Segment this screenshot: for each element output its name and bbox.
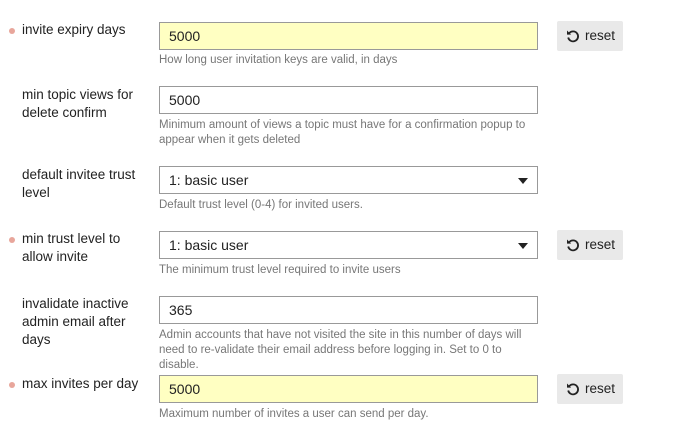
select-value: 1: basic user: [169, 237, 249, 253]
undo-arrow-icon: [566, 29, 580, 43]
changed-indicator-dot: [9, 28, 15, 34]
min-topic-views-input[interactable]: 5000: [159, 86, 538, 114]
reset-button-label: reset: [585, 28, 616, 43]
select-value: 1: basic user: [169, 172, 249, 188]
max-invites-per-day-input[interactable]: 5000: [159, 375, 538, 403]
setting-label: min topic views for delete confirm: [22, 87, 134, 120]
reset-button[interactable]: [557, 374, 623, 404]
setting-description: Maximum number of invites a user can send per day.: [159, 408, 429, 420]
caret-down-icon: [518, 178, 528, 184]
changed-indicator-dot: [9, 382, 15, 388]
setting-label: invite expiry days: [22, 22, 126, 37]
invalidate-admin-email-days-input[interactable]: 365: [159, 296, 538, 324]
undo-arrow-icon: [566, 382, 580, 396]
setting-description: Minimum amount of views a topic must have for a confirmation popup to appear when it gets deleted: [159, 119, 526, 146]
changed-indicator-dot: [9, 237, 15, 243]
setting-label: invalidate inactive admin email after days: [22, 296, 129, 347]
reset-button[interactable]: [557, 21, 623, 51]
default-invitee-trust-level-select[interactable]: [159, 166, 538, 194]
setting-description: Admin accounts that have not visited the site in this number of days will need to re-validate their email address before logging in. Set to 0 to disable.: [159, 329, 522, 371]
caret-down-icon: [518, 243, 528, 249]
min-trust-level-invite-select[interactable]: [159, 231, 538, 259]
setting-label: default invitee trust level: [22, 167, 136, 200]
setting-label: min trust level to allow invite: [22, 231, 121, 264]
reset-button[interactable]: [557, 230, 623, 260]
reset-button-label: reset: [585, 381, 616, 396]
reset-button-label: reset: [585, 237, 616, 252]
undo-arrow-icon: [566, 238, 580, 252]
setting-description: The minimum trust level required to invite users: [159, 264, 401, 276]
setting-description: Default trust level (0-4) for invited users.: [159, 199, 363, 211]
setting-description: How long user invitation keys are valid, in days: [159, 54, 398, 66]
invite-expiry-days-input[interactable]: 5000: [159, 22, 538, 50]
setting-label: max invites per day: [22, 376, 139, 391]
